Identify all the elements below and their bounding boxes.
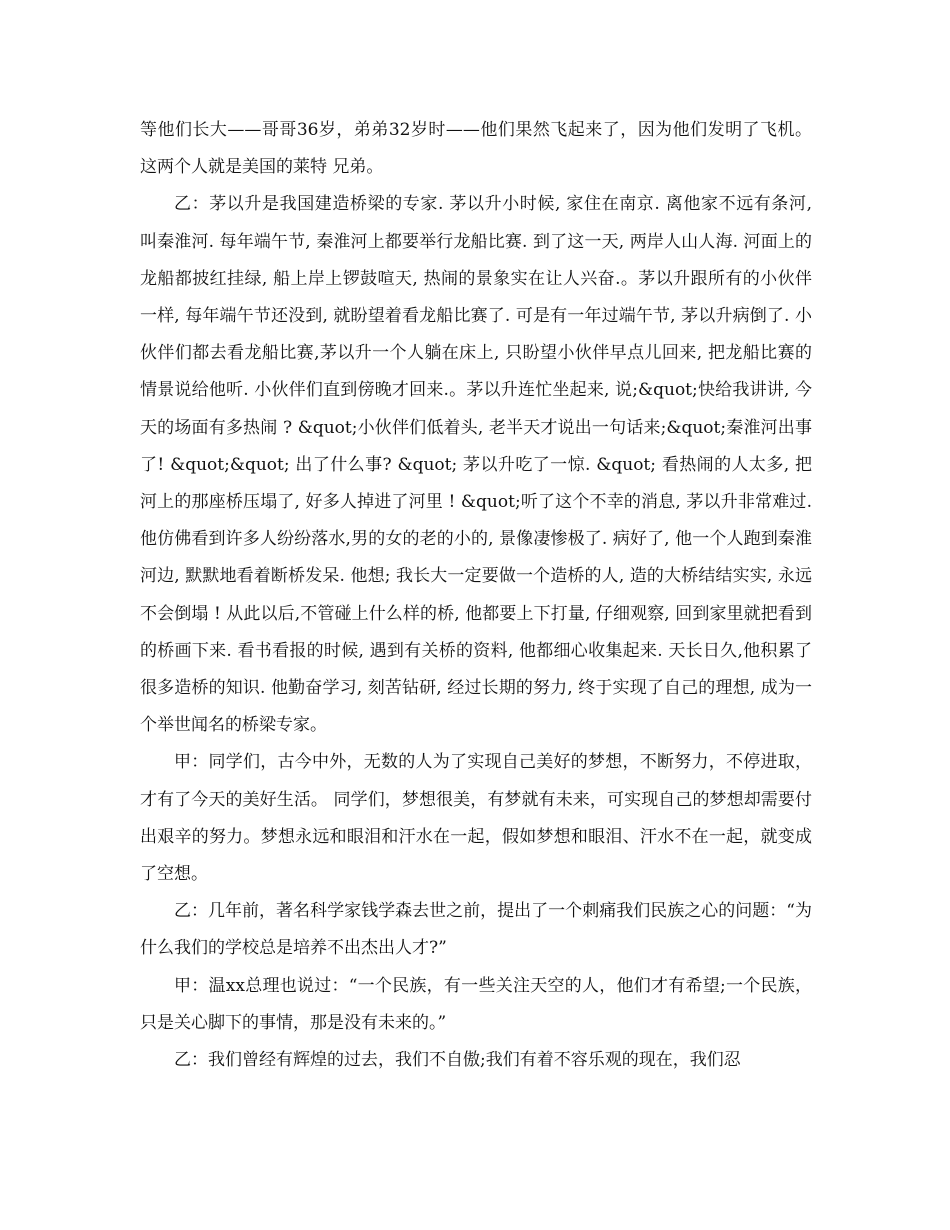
- paragraph-continuation: 等他们长大——哥哥36岁，弟弟32岁时——他们果然飞起来了，因为他们发明了飞机。这两个人就是美国的莱特 兄弟。: [140, 120, 812, 178]
- paragraph-yi-mao-yisheng: 乙：茅以升是我国建造桥梁的专家. 茅以升小时候, 家住在南京. 离他家不远有条河, 叫秦淮河. 每年端午节, 秦淮河上都要举行龙船比赛. 到了这一天, 两岸人山人海. 河面上的龙船都披红挂绿, 船上岸上锣鼓喧天, 热闹的景象实在让人兴奋.。茅以升跟所有的小伙伴一样, 每年端午节还没到, 就盼望着看龙船比赛了. 可是有一年过端午节, 茅以升病倒了. 小伙伴们都去看龙船比赛,茅以升一个人躺在床上, 只盼望小伙伴早点儿回来, 把龙船比赛的情景说给他听. 小伙伴们直到傍晚才回来.。茅以升连忙坐起来, 说;&quot;快给我讲讲, 今天的场面有多热闹 ? &quot;小伙伴们低着头, 老半天才说出一句话来;&quot;秦淮河出事了! &quot;&quot; 出了什么事? &quot; 茅以升吃了一惊. &quot; 看热闹的人太多, 把河上的那座桥压塌了, 好多人掉进了河里 ! &quot;听了这个不幸的消息, 茅以升非常难过. 他仿佛看到许多人纷纷落水,男的女的老的小的, 景像凄惨极了. 病好了, 他一个人跑到秦淮河边, 默默地看着断桥发呆. 他想; 我长大一定要做一个造桥的人, 造的大桥结结实实, 永远不会倒塌 ! 从此以后,不管碰上什么样的桥, 他都要上下打量, 仔细观察, 回到家里就把看到的桥画下来. 看书看报的时候, 遇到有关桥的资料, 他都细心收集起来. 天长日久,他积累了很多造桥的知识. 他勤奋学习, 刻苦钻研, 经过长期的努力, 终于实现了自己的理想, 成为一个举世闻名的桥梁专家。: [140, 194, 812, 736]
- paragraph-jia-premier: 甲：温xx总理也说过：“一个民族，有一些关注天空的人，他们才有希望;一个民族，只是关心脚下的事情，那是没有未来的。”: [140, 975, 812, 1033]
- paragraph-yi-history: 乙：我们曾经有辉煌的过去，我们不自傲;我们有着不容乐观的现在，我们忍: [174, 1050, 741, 1071]
- paragraph-yi-qian-xuesen: 乙：几年前，著名科学家钱学森去世之前，提出了一个刺痛我们民族之心的问题：“为什么我们的学校总是培养不出杰出人才?”: [140, 901, 812, 959]
- paragraph-jia-dreams: 甲：同学们，古今中外，无数的人为了实现自己美好的梦想，不断努力，不停进取，才有了今天的美好生活。 同学们，梦想很美，有梦就有未来，可实现自己的梦想却需要付出艰辛的努力。梦想永远和眼泪和汗水在一起，假如梦想和眼泪、汗水不在一起，就变成了空想。: [140, 752, 812, 885]
- document-body: [140, 112, 812, 1079]
